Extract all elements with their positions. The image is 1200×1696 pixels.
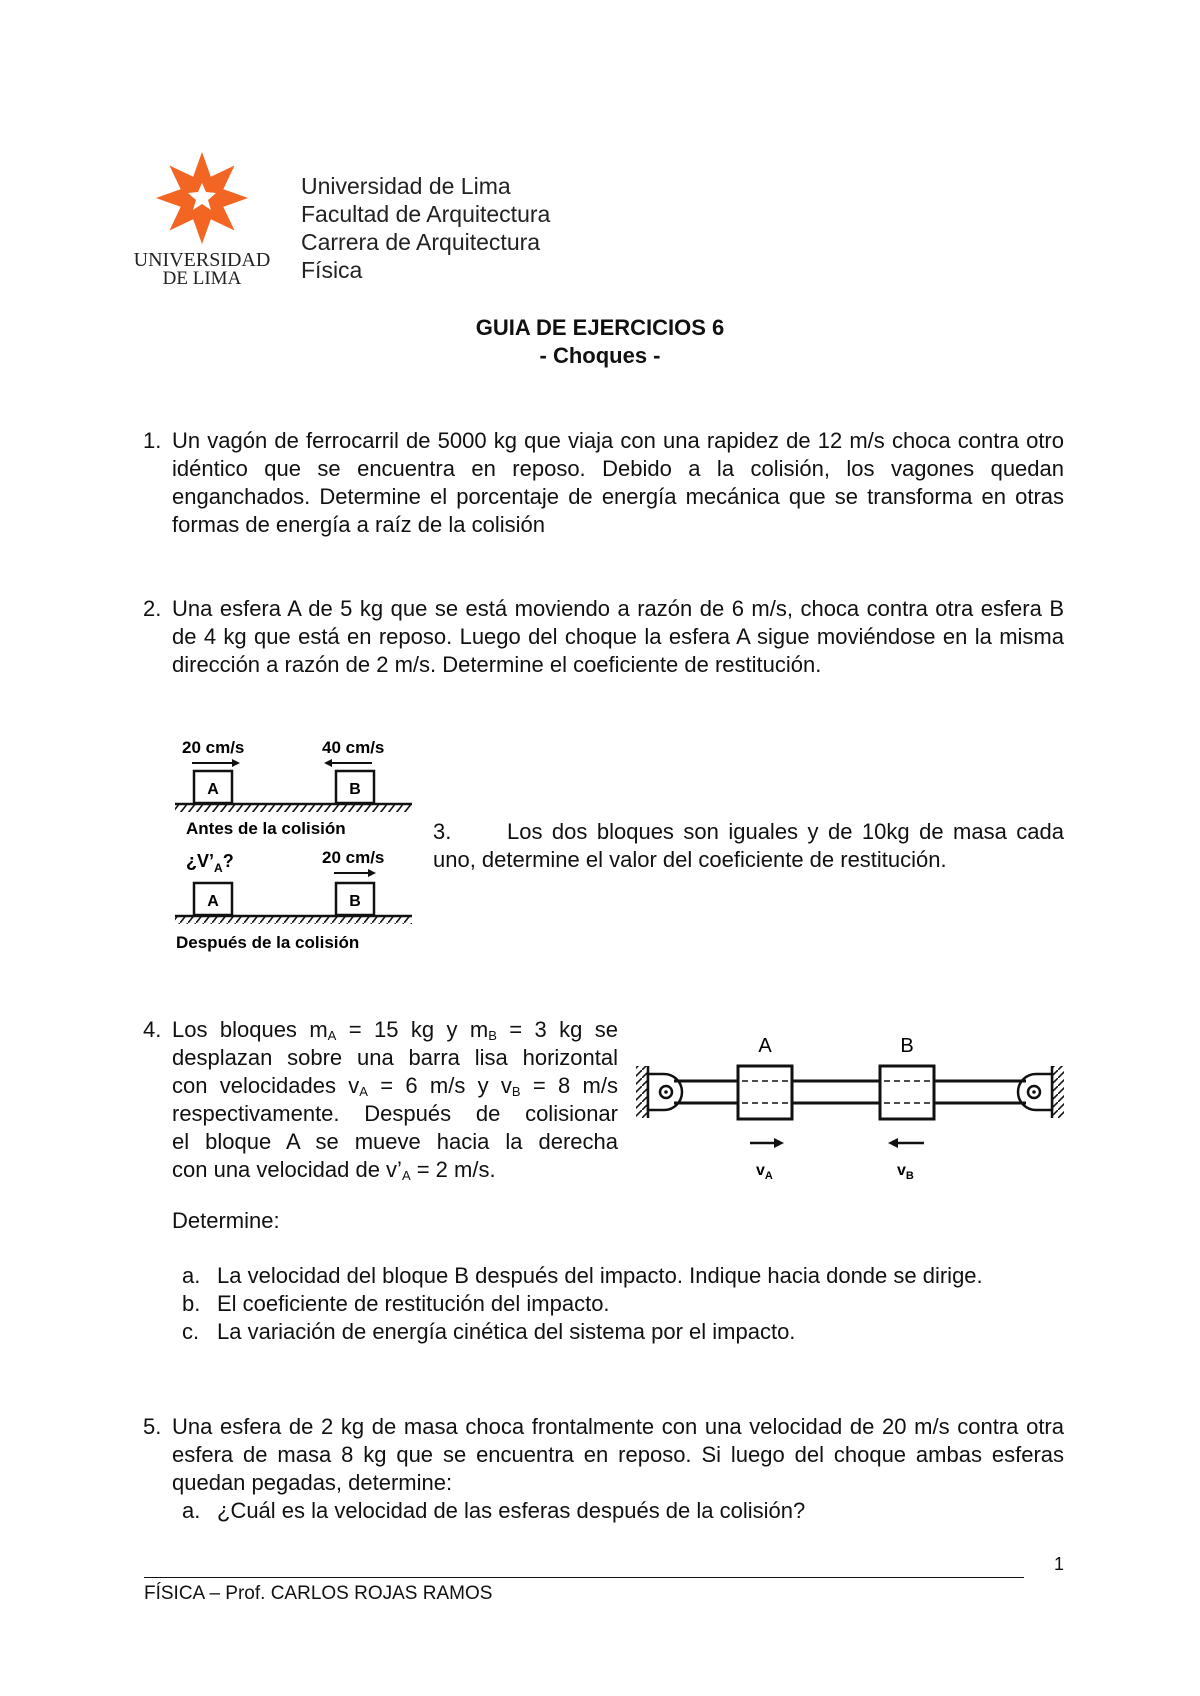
p5-item-a-text: ¿Cuál es la velocidad de las esferas después de la colisión? <box>217 1498 806 1523</box>
problem-5-text: Una esfera de 2 kg de masa choca frontalmente con una velocidad de 20 m/s contra otra esfera de masa 8 kg que se encuentra en reposo. Si luego del choque ambas esferas quedan pegadas, determine: <box>172 1414 1064 1495</box>
logo-line2: DE LIMA <box>162 268 242 288</box>
block-b-after-label: B <box>349 893 361 910</box>
arrow-left-icon <box>888 1138 924 1148</box>
arrow-right-icon <box>334 869 376 877</box>
logo-star-icon <box>128 148 276 288</box>
p4-line-4: respectivamente. Después de colisionar <box>172 1101 618 1126</box>
institution-header <box>301 172 550 284</box>
vb-figure-label: $v_B$ <box>897 1162 914 1180</box>
page-subtitle: - Choques - <box>539 343 661 368</box>
problem-4-number: 4. <box>143 1017 162 1042</box>
university-logo <box>128 148 276 288</box>
ground-hatch-before <box>175 805 412 812</box>
arrow-right-icon <box>750 1138 784 1148</box>
problem-3-number: 3. <box>433 819 452 844</box>
ground-hatch-after <box>175 917 412 924</box>
p4-line-6: con una velocidad de $v’_A = 2$ m/s. <box>172 1157 496 1183</box>
block-a-after-label: A <box>207 893 219 910</box>
label-before: Antes de la colisión <box>186 819 346 838</box>
label-after: Después de la colisión <box>176 933 360 952</box>
item-a-text: La velocidad del bloque B después del impacto. Indique hacia donde se dirige. <box>217 1263 983 1288</box>
right-wall <box>1052 1066 1064 1118</box>
item-c-letter: c. <box>182 1319 200 1344</box>
item-c-text: La variación de energía cinética del sistema por el impacto. <box>217 1319 796 1344</box>
block-b-figure <box>880 1066 934 1119</box>
left-pin-support <box>648 1074 682 1110</box>
v-a-after-label: ¿$V’_A$? <box>186 851 234 875</box>
p4-line-1: Los bloques $m_A = 15$ kg y $m_B = 3$ kg se <box>172 1017 618 1043</box>
problem-1-number: 1. <box>143 428 162 453</box>
p4-line-2: desplazan sobre una barra lisa horizontal <box>172 1045 618 1070</box>
block-a-figure-label: A <box>758 1035 772 1057</box>
block-b-figure-label: B <box>900 1035 914 1057</box>
va-figure-label: $v_A$ <box>756 1162 773 1180</box>
block-b-before-label: B <box>349 781 361 798</box>
footer-rule <box>144 1577 1024 1578</box>
arrow-right-icon <box>192 759 240 767</box>
footer-text: FÍSICA – Prof. CARLOS ROJAS RAMOS <box>144 1583 493 1604</box>
item-b-letter: b. <box>182 1291 201 1316</box>
left-wall <box>636 1066 648 1118</box>
block-a-figure <box>738 1066 792 1119</box>
v-b-after-label: 20 cm/s <box>322 848 385 867</box>
block-a-before-label: A <box>207 781 219 798</box>
page-number: 1 <box>1054 1554 1065 1574</box>
problem-5-number: 5. <box>143 1414 162 1439</box>
item-a-letter: a. <box>182 1263 201 1288</box>
arrow-left-icon <box>324 759 372 767</box>
p4-line-5: el bloque A se mueve hacia la derecha <box>172 1129 618 1154</box>
determine-label: Determine: <box>172 1208 280 1233</box>
p4-line-3: con velocidades $v_A = 6$ m/s y $v_B = 8$ m/s <box>172 1073 618 1099</box>
problem-4-text <box>172 1016 618 1184</box>
problem-2-text: Una esfera A de 5 kg que se está moviendo a razón de 6 m/s, choca contra otra esfera B de 4 kg que está en reposo. Luego del choque la esfera A sigue moviéndose en la misma dirección a razón de 2 m/s. Determine el coeficiente de restitución. <box>172 596 1064 677</box>
faculty-name: Facultad de Arquitectura <box>301 201 551 227</box>
course-name: Física <box>301 257 363 283</box>
problem-2-number: 2. <box>143 596 162 621</box>
right-pin-support <box>1018 1074 1052 1110</box>
university-name: Universidad de Lima <box>301 173 511 199</box>
bar-blocks-figure <box>634 1030 1068 1180</box>
career-name: Carrera de Arquitectura <box>301 229 541 255</box>
v-b-before-label: 40 cm/s <box>322 738 385 757</box>
page-title: GUIA DE EJERCICIOS 6 <box>475 315 725 340</box>
v-a-before-label: 20 cm/s <box>182 738 245 757</box>
collision-figure-1d <box>172 733 422 965</box>
item-b-text: El coeficiente de restitución del impacto. <box>217 1291 610 1316</box>
problem-3-text: Los dos bloques son iguales y de 10kg de masa cada uno, determine el valor del coeficiente de restitución. <box>433 819 1064 872</box>
p5-item-a-letter: a. <box>182 1498 201 1523</box>
problem-1-text: Un vagón de ferrocarril de 5000 kg que viaja con una rapidez de 12 m/s choca contra otro idéntico que se encuentra en reposo. Debido a la colisión, los vagones quedan enganchados. Determine el porcentaje de energía mecánica que se transforma en otras formas de energía a raíz de la colisión <box>172 428 1064 537</box>
logo-line1: UNIVERSIDAD <box>133 249 271 271</box>
